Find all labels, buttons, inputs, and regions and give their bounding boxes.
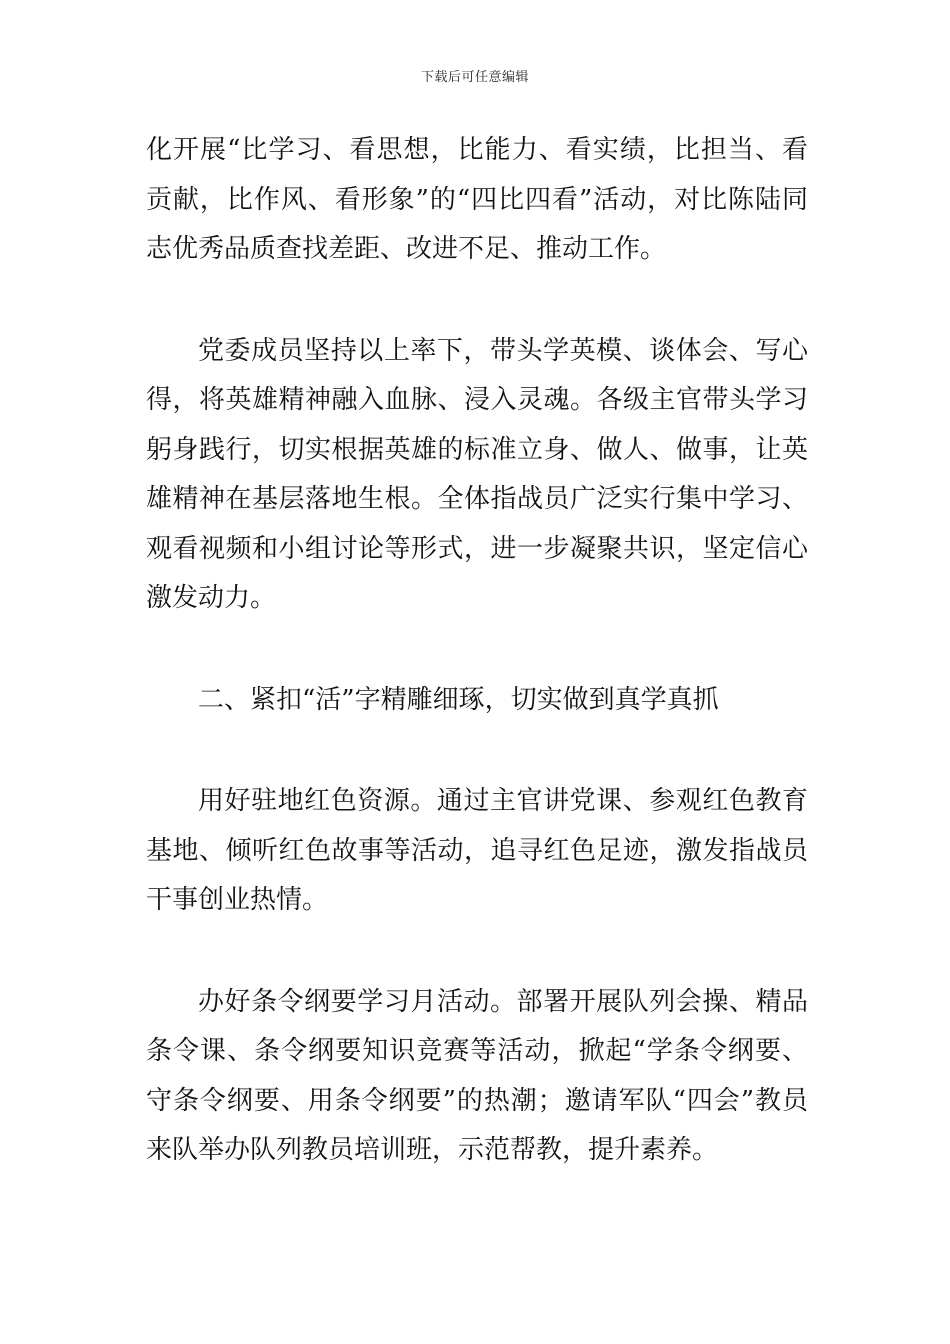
paragraph-gap [146,624,808,676]
paragraph-gap [146,926,808,978]
header-note: 下载后可任意编辑 [420,70,529,85]
paragraph-gap [146,275,808,327]
document-body [146,126,808,1176]
paragraph-4: 办好条令纲要学习月活动。部署开展队列会操、精品条令课、条令纲要知识竞赛等活动，掀起“学条令纲要、守条令纲要、用条令纲要”的热潮；邀请军队“四会”教员来队举办队列教员培训班，示范帮教，提升素养。 [146,986,808,1165]
paragraph-3: 用好驻地红色资源。通过主官讲党课、参观红色教育基地、倾听红色故事等活动，追寻红色足迹，激发指战员干事创业热情。 [146,786,808,915]
paragraph-gap [146,725,808,777]
paragraph-2: 党委成员坚持以上率下，带头学英模、谈体会、写心得，将英雄精神融入血脉、浸入灵魂。各级主官带头学习躬身践行，切实根据英雄的标准立身、做人、做事，让英雄精神在基层落地生根。全体指战员广泛实行集中学习、观看视频和小组讨论等形式，进一步凝聚共识，坚定信心激发动力。 [146,335,808,613]
paragraph-1: 化开展“比学习、看思想，比能力、看实绩，比担当、看贡献，比作风、看形象”的“四比四看”活动，对比陈陆同志优秀品质查找差距、改进不足、推动工作。 [146,135,808,264]
section-heading: 二、紧扣“活”字精雕细琢，切实做到真学真抓 [198,684,719,715]
